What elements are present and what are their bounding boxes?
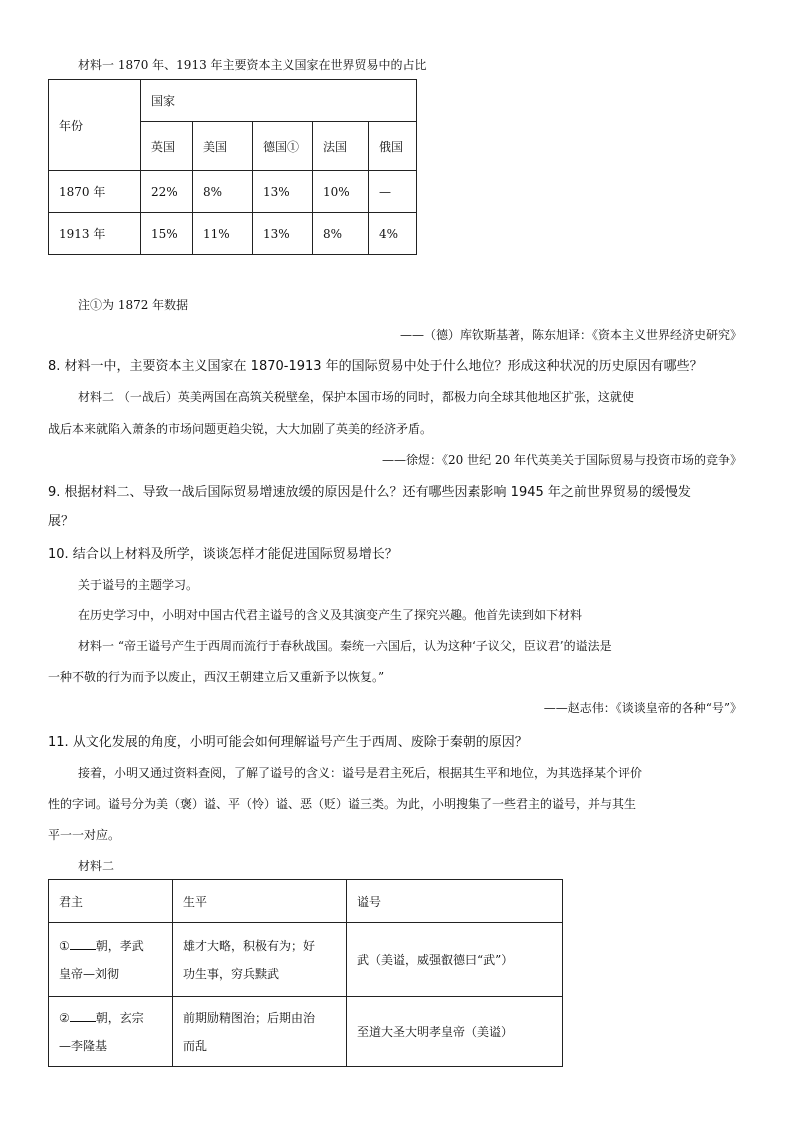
life-cell: 雄才大略，积极有为；好 功生事，穷兵黩武 [173,923,347,997]
country-cell: 英国 [141,122,193,171]
material2-source: ——徐煜：《20 世纪 20 年代英美关于国际贸易与投资市场的竞争》 [382,453,742,467]
material1b-line2: 一种不敬的行为而予以废止，西汉王朝建立后又重新予以恢复。” [48,670,385,684]
material1-note: 注①为 1872 年数据 [78,298,189,312]
header-life: 生平 [173,880,347,923]
title-cell: 至道大圣大明孝皇帝（美谥） [347,997,563,1067]
question-10: 10. 结合以上材料及所学，谈谈怎样才能促进国际贸易增长？ [48,547,398,562]
answer-blank [70,1011,96,1022]
value-cell: 8% [313,213,369,255]
material1-source: ——（德）库钦斯基著，陈东旭译：《资本主义世界经济史研究》 [399,328,742,342]
header-title: 谥号 [347,880,563,923]
header-year: 年份 [49,80,141,171]
value-cell: — [369,171,417,213]
year-cell: 1913 年 [49,213,141,255]
posthumous-title-table [48,879,563,1067]
trade-share-table [48,79,417,255]
value-cell: 10% [313,171,369,213]
country-cell: 德国① [253,122,313,171]
table-row [49,997,563,1067]
country-cell: 美国 [193,122,253,171]
topic-heading: 关于谥号的主题学习。 [78,578,199,592]
life-cell: 前期励精图治；后期由治 而乱 [173,997,347,1067]
ruler-cell: ① 朝，孝武 皇帝—刘彻 [49,923,173,997]
header-ruler: 君主 [49,880,173,923]
material2-line1: 材料二 （一战后）英美两国在高筑关税壁垒，保护本国市场的同时，都极力向全球其他地区扩张，这就使 [78,390,634,404]
value-cell: 13% [253,171,313,213]
paragraph-line1: 接着，小明又通过资料查阅，了解了谥号的含义：谥号是君主死后，根据其生平和地位，为其选择某个评价 [78,766,643,780]
country-cell: 俄国 [369,122,417,171]
table-row [49,923,563,997]
header-country: 国家 [141,80,417,122]
value-cell: 11% [193,213,253,255]
value-cell: 15% [141,213,193,255]
value-cell: 22% [141,171,193,213]
material1-caption: 材料一 1870 年、1913 年主要资本主义国家在世界贸易中的占比 [78,58,427,72]
title-cell: 武（美谥，威强叡德曰“武”） [347,923,563,997]
material1b-source: ——赵志伟：《谈谈皇帝的各种“号”》 [543,701,742,715]
question-11: 11. 从文化发展的角度，小明可能会如何理解谥号产生于西周、废除于秦朝的原因？ [48,735,528,750]
material2b-caption: 材料二 [78,859,115,873]
value-cell: 13% [253,213,313,255]
question-8: 8. 材料一中，主要资本主义国家在 1870-1913 年的国际贸易中处于什么地位？形成这种状况的历史原因有哪些？ [48,359,703,374]
value-cell: 8% [193,171,253,213]
value-cell: 4% [369,213,417,255]
table-row [49,213,417,255]
question-9-line2: 展？ [48,514,75,529]
table-row [49,171,417,213]
paragraph-line2: 性的字词。谥号分为美（褒）谥、平（怜）谥、恶（贬）谥三类。为此，小明搜集了一些君主的谥号，并与其生 [48,797,637,811]
material1b-line1: 材料一 “帝王谥号产生于西周而流行于春秋战国。秦统一六国后，认为这种‘子议父，臣议君’的谥法是 [78,639,612,653]
country-cell: 法国 [313,122,369,171]
material2-line2: 战后本来就陷入萧条的市场问题更趋尖锐，大大加剧了英美的经济矛盾。 [48,422,433,436]
year-cell: 1870 年 [49,171,141,213]
ruler-cell: ② 朝，玄宗 —李隆基 [49,997,173,1067]
question-9-line1: 9. 根据材料二、导致一战后国际贸易增速放缓的原因是什么？还有哪些因素影响 1945 年之前世界贸易的缓慢发 [48,485,691,500]
answer-blank [70,939,96,950]
intro-text: 在历史学习中，小明对中国古代君主谥号的含义及其演变产生了探究兴趣。他首先读到如下材料 [78,608,583,622]
paragraph-line3: 平一一对应。 [48,828,121,842]
